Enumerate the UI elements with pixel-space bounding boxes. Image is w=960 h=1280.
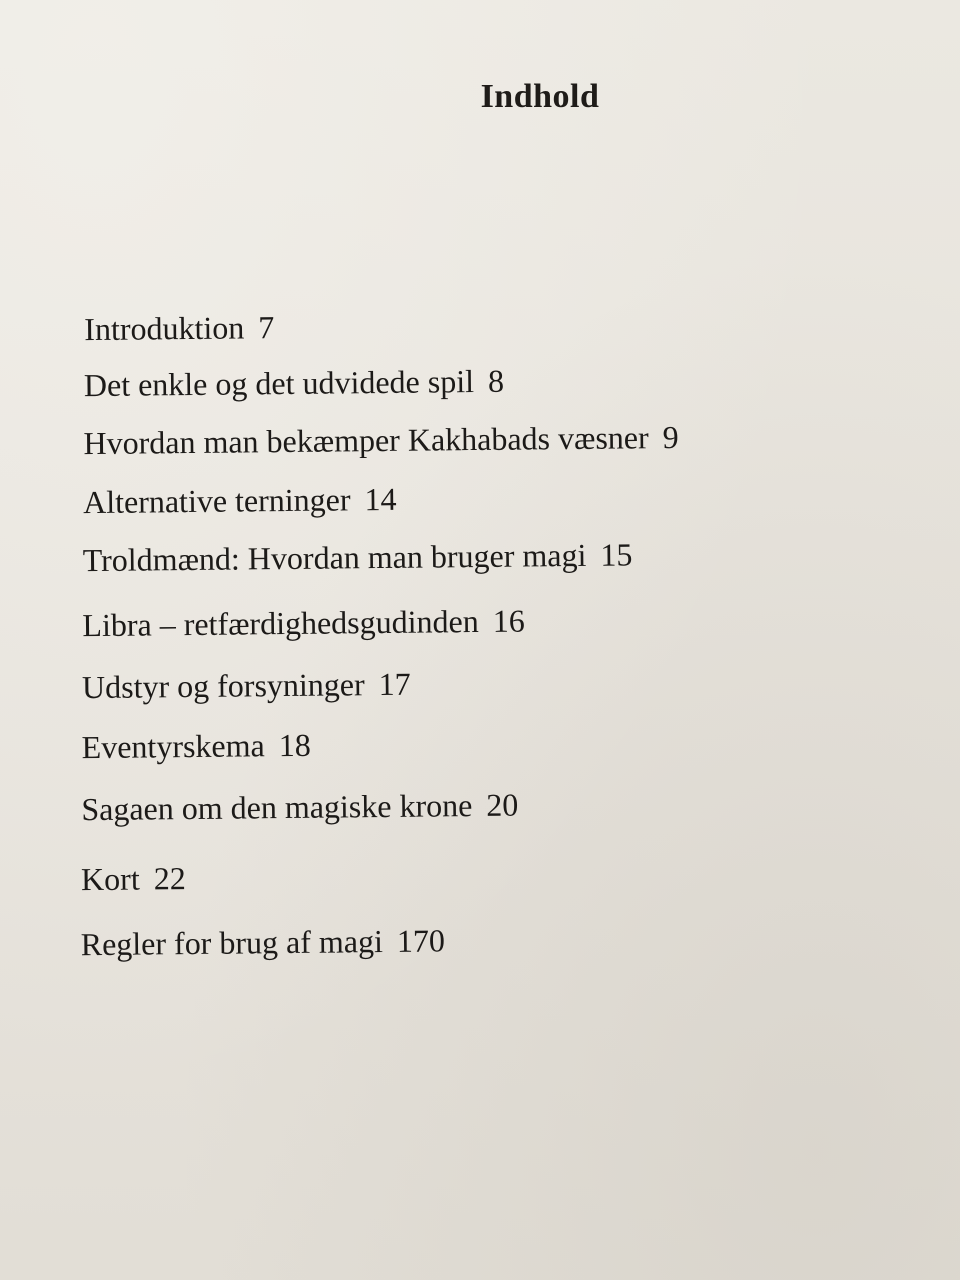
toc-entry-title: Libra – retfærdighedsgudinden <box>82 603 479 644</box>
toc-entry-page: 8 <box>487 362 505 399</box>
toc-entry-title: Det enkle og det udvidede spil <box>83 363 475 404</box>
toc-entry-title: Troldmænd: Hvordan man bruger magi <box>82 536 587 579</box>
toc-entry-page: 7 <box>258 309 275 346</box>
toc-entry <box>82 664 411 707</box>
toc-entry-page: 9 <box>662 418 679 456</box>
toc-entry-page: 20 <box>486 786 519 823</box>
toc-entry-page: 18 <box>278 726 311 764</box>
toc-entry <box>81 920 446 964</box>
toc-entry <box>81 785 518 830</box>
toc-entry-page: 16 <box>492 602 525 639</box>
toc-entry-title: Introduktion <box>84 309 245 348</box>
page-title: Indhold <box>480 78 600 115</box>
toc-entry-title: Eventyrskema <box>81 727 265 766</box>
toc-entry-page: 15 <box>600 536 633 573</box>
toc-entry-page: 22 <box>153 860 186 897</box>
table-of-contents <box>0 290 960 1000</box>
toc-entry-page: 17 <box>378 665 411 703</box>
toc-entry-page: 170 <box>396 922 446 959</box>
toc-entry <box>84 307 274 349</box>
toc-entry <box>84 361 505 405</box>
toc-entry-title: Hvordan man bekæmper Kakhabads væsner <box>83 419 649 462</box>
toc-entry <box>83 534 633 580</box>
toc-entry <box>82 601 525 646</box>
toc-entry <box>81 725 310 767</box>
toc-entry-page: 14 <box>364 480 397 518</box>
toc-entry-title: Alternative terninger <box>82 481 351 521</box>
toc-entry-title: Regler for brug af magi <box>80 923 384 963</box>
toc-entry <box>83 417 679 463</box>
toc-entry <box>83 479 397 522</box>
toc-entry-title: Sagaen om den magiske krone <box>81 787 473 828</box>
toc-entry <box>81 858 186 899</box>
toc-entry-title: Udstyr og forsyninger <box>81 666 365 706</box>
toc-entry-title: Kort <box>80 860 140 898</box>
